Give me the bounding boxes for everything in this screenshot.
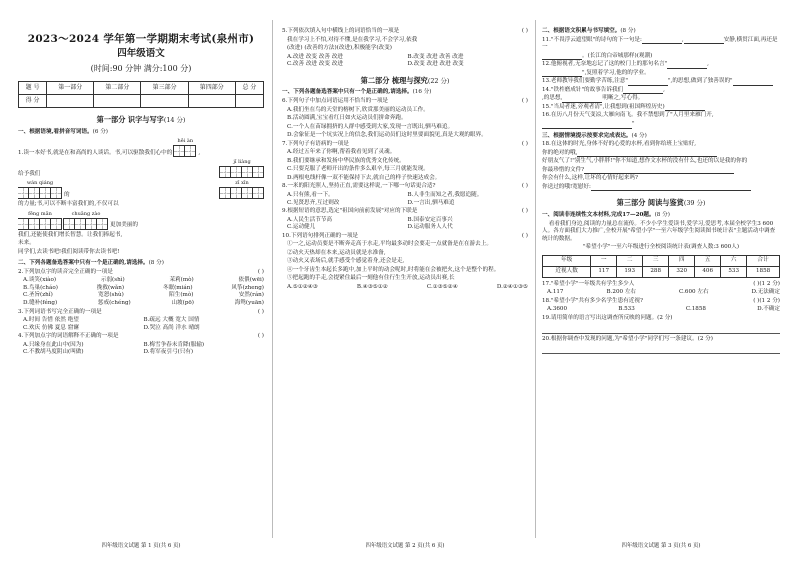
pinyin-box[interactable]: wán qiáng xyxy=(18,180,62,199)
answer-blank[interactable] xyxy=(591,184,751,191)
question: 你的绝对的哦, xyxy=(542,150,780,158)
question-heading: 一、根据语境,看拼音写词语。(6 分) xyxy=(18,128,108,135)
score-cell[interactable] xyxy=(94,94,141,107)
sentence-item: ③动火又表场后,就手感受个感觉着身,还会是走, xyxy=(287,258,405,265)
question-heading: 二、根据语文积累与书写填空。(8 分) xyxy=(542,28,636,34)
option-row: A.3600 B.533 C.1858 D.不确定 xyxy=(547,306,780,313)
passage-text: 同学们,去读书吧!我们阅读带你去读书吧! xyxy=(18,248,120,255)
option-row: D.缝补(féng) 惩戒(chéng) 山坡(pō) 海鸳(yuān) xyxy=(23,299,264,306)
pinyin-box[interactable]: chuǎng zào xyxy=(64,211,108,230)
passage-text: 的力量;书,可以不断丰富我们的,不仅可以 xyxy=(18,201,119,208)
passage-text: , xyxy=(198,149,201,156)
score-cell[interactable] xyxy=(235,94,263,107)
score-header: 第一部分 xyxy=(47,81,94,94)
writing-row xyxy=(18,138,264,157)
score-header: 总 分 xyxy=(235,81,263,94)
sentence-item: ④一个牙齿生本起长多跑中,加上平时的动会呢时,时将能在会被把火,这个是整个的程。 xyxy=(287,266,500,273)
question: 19.请用简单的语言写出这调查所反映的问题。(2 分) xyxy=(542,315,673,322)
score-header: 第三部分 xyxy=(141,81,188,94)
answer-blank[interactable] xyxy=(542,122,632,129)
question: 2.下列加点字的读音完全正确的一项是 ( ) xyxy=(18,268,264,275)
score-header: 第四部分 xyxy=(188,81,235,94)
question: " xyxy=(542,121,780,129)
answer-blank[interactable] xyxy=(542,53,582,60)
option-row: C.圣旨(zhǐ) 宽恕(shù) 陌生(mò) 安然(rán) xyxy=(23,292,264,299)
option: A.我们坐在鸟的天堂的榕树下,欣赏那美丽的运动员工作。 xyxy=(287,106,429,113)
answer-blank[interactable] xyxy=(577,150,717,157)
answer-blank[interactable] xyxy=(667,62,707,69)
table-title: "希望小学"一至六年级进行全校阅读统计表(调查人数:3 600人) xyxy=(582,244,740,251)
part-heading: 第二部分 梳理与探究(22 分) xyxy=(360,75,450,85)
option: B.活动圆满,宝宝看红日如火运动员们拼命奔跑。 xyxy=(287,115,407,122)
column-divider xyxy=(535,20,536,538)
page-footer: 四年级语文试题 第 2 页(共 6 页) xyxy=(365,542,445,548)
question: 你最珍惜的文件? xyxy=(542,167,780,175)
question: 8.一米的阳光照人,坚持正直,需要这样说,一下哪一句话更合适? ( ) xyxy=(282,183,528,190)
table-cell: 533 xyxy=(721,266,747,277)
table-row-label: 近视人数 xyxy=(543,266,591,277)
table-header: 三 xyxy=(643,255,669,266)
writing-row xyxy=(18,159,264,178)
question: 16.在历八月份天气变凉,大雁向南飞。我不禁想到了"人月里来雁门开, xyxy=(542,112,714,119)
option: A.经过五年来了你啊,帮着我看见到了灵魂。 xyxy=(287,149,396,156)
table-header: 合计 xyxy=(747,255,780,266)
table-cell: 320 xyxy=(669,266,695,277)
reading-passage: 看看我们身边,阅读的力量总在流传。不少小学生爱读书,爱学习,爱思考,本届全校学生3 600人。各方面我们大力推广,全校开展"希望小学"一至六年级学生阅读图书统计表"主题活动中调查统计的数据。 xyxy=(542,220,776,242)
question: 15."当局者迷,旁观者清",让我想到(祖国辉煌历史) xyxy=(542,104,780,112)
sentence-item: ①一之,运动员要是不断奔走高于水走,平均最多动时会要走一点就备是在在游去上。 xyxy=(287,241,492,248)
pinyin-box[interactable]: jǐ liàng xyxy=(220,159,264,178)
option-row: A.时间 告惜 依然 绝望 B.疏远 大概 宽大 国情 C.欢庆 仿佛 夏息 窟窿 D.哭泣 高尚 洋水 晴朗 xyxy=(23,317,200,331)
question: 你送过的哦!宽慰好: xyxy=(542,184,780,192)
exam-title: 2023～2024 学年第一学期期末考试(泉州市) xyxy=(27,33,255,45)
score-cell[interactable] xyxy=(141,94,188,107)
question: 20.根据你调查中发现的问题,为"希望小学"同学们写一条建议。(2 分) xyxy=(542,335,713,342)
option: D.会象征是一个坑实况上的信念,我们运动员们这时里要面貌见,真是大观的眼界。 xyxy=(287,132,487,139)
question: 10.下列语句排列正确的一项是 ( ) xyxy=(282,232,528,239)
option-row: A.⑤①②④③ B.④③⑤①② C.①③⑤②④ D.②④①③⑤ xyxy=(287,284,528,291)
answer-blank[interactable] xyxy=(542,70,582,77)
score-cell[interactable] xyxy=(47,94,94,107)
answer-line[interactable] xyxy=(542,345,780,354)
pinyin-box[interactable]: zī xīn xyxy=(220,180,264,199)
data-table xyxy=(542,255,780,278)
option-row: A.人民生活节节高 B.国泰安定百事兴 C.运动健儿 D.运动服务人人代 xyxy=(287,216,453,231)
page-2 xyxy=(282,8,528,548)
pinyin-box[interactable]: hēi àn xyxy=(174,138,196,157)
question: 。(长江的白帝城那样)(观潮) xyxy=(542,53,780,61)
question: 7.下列句子有语病的一项是 ( ) xyxy=(282,140,528,147)
answer-blank[interactable] xyxy=(665,104,705,111)
question: 18."希望小学"共有多少名学生患有近视? ( )(1 2 分) xyxy=(542,297,780,304)
question: 3.下列词语书写完全正确的一项是 ( ) xyxy=(18,308,264,315)
answer-blank[interactable] xyxy=(562,96,602,103)
table-header: 六 xyxy=(721,255,747,266)
question-heading: 三、根据情境提示按要求完成表达。(4 分) xyxy=(542,132,647,139)
passage-text: 1.读一本好书,就是在和高尚的人谈话。书,可以驱散我们心中的 xyxy=(18,149,173,156)
question: 14."铁杵磨成针"的故事告诉我们 , xyxy=(542,86,665,93)
question: 9.根据短语的意思,选定"祖国向前前发展"对应的下联是 ( ) xyxy=(282,208,528,215)
question: 好朋友气了!"别生气,小胖胖!"你不知道,想作文水杯的没有什么,也还的以是我的你的 xyxy=(542,158,748,165)
exam-subject: 四年级语文 xyxy=(117,48,165,60)
option-row: A.只缘身在此山中(因为) B.梅雪争春未肯降(服输) C.不教胡马度阴山(叫做) D.将军夜引弓(只有) xyxy=(23,341,205,356)
sentence-item: ②动火天热却在本来,运动员就是水准备, xyxy=(287,249,386,256)
question: 4.下列加点字的词语解释不正确的一项是 ( ) xyxy=(18,333,264,340)
question: 18.在这体的时光,身体不好的心爱的水杯,看到你给班上宝贴好, xyxy=(542,141,697,148)
question-heading: 一、阅读非连续性文本材料,完成17—20题。(8 分) xyxy=(542,212,670,219)
table-header: 二 xyxy=(617,255,643,266)
score-table xyxy=(18,81,264,108)
part-heading: 第三部分 阅读与鉴赏(39 分) xyxy=(616,198,706,208)
option-row: A.改进 改变 改善 改进 B.改变 改进 改善 改进 C.改善 改进 改变 改进 D.改变 改进 改进 改变 xyxy=(287,53,464,68)
table-header: 五 xyxy=(695,255,721,266)
question-heading: 二、下列各题备选答案中只有一个是正确的,请选择。(8 分) xyxy=(18,260,164,267)
page-footer: 四年级语文试题 第 1 页(共 6 页) xyxy=(101,542,181,548)
question: 6.下列句子中加点词语运用不恰当的一项是 ( ) xyxy=(282,98,528,104)
option-row: A.谈笑(xiào) 示弱(shì) 茉莉(mò) 依偎(wēi) xyxy=(23,277,264,284)
option: D.两根电线杆像一双不能保持下去,就自己的样子快速达成会。 xyxy=(287,174,441,181)
option-row: B.鸟巢(cháo) 挽救(wǎn) 冬眠(mián) 风筝(zheng) xyxy=(23,284,264,291)
page-1 xyxy=(18,8,264,548)
answer-blank[interactable] xyxy=(684,37,724,44)
passage-text: 的 xyxy=(64,191,70,198)
question-text: 我在学习上不怕,对待不懂,是在我学习,不会学习,依我 xyxy=(287,36,418,43)
sentence-item: ⑤把起跑的手走,会提紧住最后一刻他有住行生生开放,运动员出赛,长 xyxy=(287,275,455,282)
table-cell: 117 xyxy=(591,266,617,277)
option: C.一个人在苗绿拥挤的人群中感受到大家,发现一言既出,驷马难追。 xyxy=(287,123,454,130)
option: C.只要克服了老师开出的条件多么艰辛,每三月就能发现。 xyxy=(287,166,429,173)
answer-blank[interactable] xyxy=(628,79,668,86)
column-divider xyxy=(272,20,273,538)
answer-blank[interactable] xyxy=(733,79,773,86)
page-footer: 四年级语文试题 第 3 页(共 6 页) xyxy=(621,542,701,548)
page-3 xyxy=(542,8,780,548)
question: 12.他俯视者,无奈地忘记了这的校门上的那句名言" , xyxy=(542,61,709,68)
question: ",复照着学习,他的的学业。 xyxy=(542,70,780,78)
table-header: 年级 xyxy=(543,255,591,266)
passage-text: 给予我们 xyxy=(18,170,41,177)
answer-line[interactable] xyxy=(542,325,780,334)
score-label: 得 分 xyxy=(19,94,47,107)
question: 17."希望小学"一年级共有学生多少人 ( )(1 2 分) xyxy=(542,280,780,287)
part-heading: 第一部分 识字与写字(14 分) xyxy=(96,114,186,124)
writing-row xyxy=(18,180,264,199)
writing-row xyxy=(18,211,264,230)
question-text: (改进) (改善的方法)(改进),积极能学(改变) xyxy=(287,45,392,52)
table-cell: 288 xyxy=(643,266,669,277)
passage-text: 更加美丽的 xyxy=(110,222,138,229)
exam-time: (时间:90 分钟 满分:100 分) xyxy=(90,63,192,73)
question-heading: 一、下列各题备选答案中只有一个是正确的,请选择。(16 分) xyxy=(282,89,432,96)
score-header: 第二部分 xyxy=(94,81,141,94)
table-header: 四 xyxy=(669,255,695,266)
question: ,的思想, 明晰之,写心得。 xyxy=(542,95,644,102)
question: 13.老师教导我们要勤学苦练,注意" ",的思想,做到了独善误的" xyxy=(542,78,780,86)
passage-text: 未来。 xyxy=(18,240,35,247)
option: B.我们要继承和发扬中华民族的优秀文化传统。 xyxy=(287,157,405,164)
option-row: A.117 B.200 左右 C.600 左右 D.无法确定 xyxy=(547,289,780,296)
table-cell: 406 xyxy=(695,266,721,277)
score-header: 题 号 xyxy=(19,81,47,94)
score-cell[interactable] xyxy=(188,94,235,107)
question: 你会有什么,这样,让坏的心情好起来吗? xyxy=(542,175,639,182)
question: 11."不畏浮云遮望眼"的诗句的下一句是: , 安静,横贯江面,再还是一 xyxy=(542,36,778,51)
table-cell: 193 xyxy=(617,266,643,277)
option-row: A.只有熊,看一下。 B.人非生而知之者,我愿追随。 C.见贤思齐,互过则改 D.一言出,驷马难追 xyxy=(287,192,483,206)
answer-blank[interactable] xyxy=(642,37,682,44)
table-cell: 1858 xyxy=(747,266,780,277)
answer-blank[interactable] xyxy=(623,87,663,94)
passage-text: 我们,还能使我们增长智慧。让我们捧起书, xyxy=(18,231,123,238)
answer-blank[interactable] xyxy=(584,167,734,174)
question: 5.下列依次填入句中横线上的词语恰当的一项是 ( ) xyxy=(282,28,528,34)
pinyin-box[interactable]: fēng mǎn xyxy=(18,211,62,230)
table-header: 一 xyxy=(591,255,617,266)
